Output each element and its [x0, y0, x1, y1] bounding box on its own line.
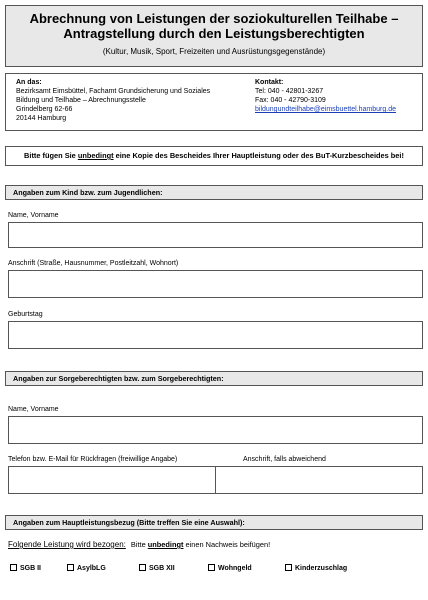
form-title-block: [5, 5, 423, 67]
contact-heading: Kontakt:: [255, 79, 284, 86]
form-title-line1: Abrechnung von Leistungen der soziokulturellen Teilhabe –: [29, 11, 399, 26]
benefit-intro-text: einen Nachweis beifügen!: [183, 540, 271, 549]
guardian-address-label: Anschrift, falls abweichend: [243, 456, 326, 463]
checkbox-label: AsylbLG: [77, 565, 106, 572]
benefit-intro: [8, 540, 270, 549]
contact-info: [255, 78, 396, 114]
contact-fax: Fax: 040 - 42790-3109: [255, 97, 326, 104]
notice-box: [5, 146, 423, 166]
child-name-label: Name, Vorname: [8, 212, 59, 219]
address-line: Bildung und Teilhabe – Abrechnungsstelle: [16, 97, 146, 104]
checkbox-icon: [208, 564, 215, 571]
checkbox-icon: [139, 564, 146, 571]
notice-emphasis: unbedingt: [77, 151, 114, 160]
child-birthday-field[interactable]: [8, 321, 423, 349]
child-birthday-label: Geburtstag: [8, 311, 43, 318]
checkbox-wohngeld[interactable]: [208, 564, 252, 572]
benefit-intro-emphasis: unbedingt: [147, 540, 184, 549]
form-subtitle: (Kultur, Musik, Sport, Freizeiten und Ausrüstungsgegenstände): [102, 47, 326, 56]
address-block: [5, 73, 423, 131]
child-address-label: Anschrift (Straße, Hausnummer, Postleitzahl, Wohnort): [8, 260, 179, 267]
recipient-heading: An das:: [16, 79, 42, 86]
checkbox-sgb2[interactable]: [10, 564, 41, 572]
checkbox-asylblg[interactable]: [67, 564, 106, 572]
address-line: Grindelberg 62-66: [16, 106, 73, 113]
recipient-address: [16, 78, 210, 123]
checkbox-kinderzuschlag[interactable]: [285, 564, 347, 572]
section-child-heading: Angaben zum Kind bzw. zum Jugendlichen:: [5, 185, 423, 200]
guardian-contact-label: Telefon bzw. E-Mail für Rückfragen (freiwillige Angabe): [8, 456, 178, 463]
checkbox-icon: [67, 564, 74, 571]
form-title-line2: Antragstellung durch den Leistungsberechtigten: [63, 26, 365, 41]
checkbox-icon: [285, 564, 292, 571]
checkbox-label: Wohngeld: [218, 565, 252, 572]
checkbox-icon: [10, 564, 17, 571]
address-line: 20144 Hamburg: [16, 115, 67, 122]
benefit-intro-text: Bitte: [130, 540, 148, 549]
notice-text: eine Kopie des Bescheides Ihrer Hauptleistung oder des BuT-Kurzbescheides bei!: [113, 151, 404, 160]
checkbox-label: SGB XII: [149, 565, 175, 572]
contact-phone: Tel: 040 - 42801-3267: [255, 88, 324, 95]
address-line: Bezirksamt Eimsbüttel, Fachamt Grundsicherung und Soziales: [16, 88, 211, 95]
child-address-field[interactable]: [8, 270, 423, 298]
checkbox-label: SGB II: [20, 565, 42, 572]
guardian-contact-field[interactable]: [8, 466, 216, 494]
checkbox-sgb12[interactable]: [139, 564, 175, 572]
guardian-name-field[interactable]: [8, 416, 423, 444]
guardian-address-field[interactable]: [215, 466, 423, 494]
benefit-intro-label: Folgende Leistung wird bezogen:: [8, 540, 126, 549]
child-name-field[interactable]: [8, 222, 423, 248]
checkbox-label: Kinderzuschlag: [295, 565, 348, 572]
section-benefit-heading: Angaben zum Hauptleistungsbezug (Bitte treffen Sie eine Auswahl):: [5, 515, 423, 530]
contact-email-link[interactable]: bildungundteilhabe@eimsbuettel.hamburg.de: [255, 106, 396, 113]
guardian-name-label: Name, Vorname: [8, 406, 59, 413]
notice-text: Bitte fügen Sie: [24, 151, 78, 160]
section-guardian-heading: Angaben zur Sorgeberechtigten bzw. zum Sorgeberechtigten:: [5, 371, 423, 386]
